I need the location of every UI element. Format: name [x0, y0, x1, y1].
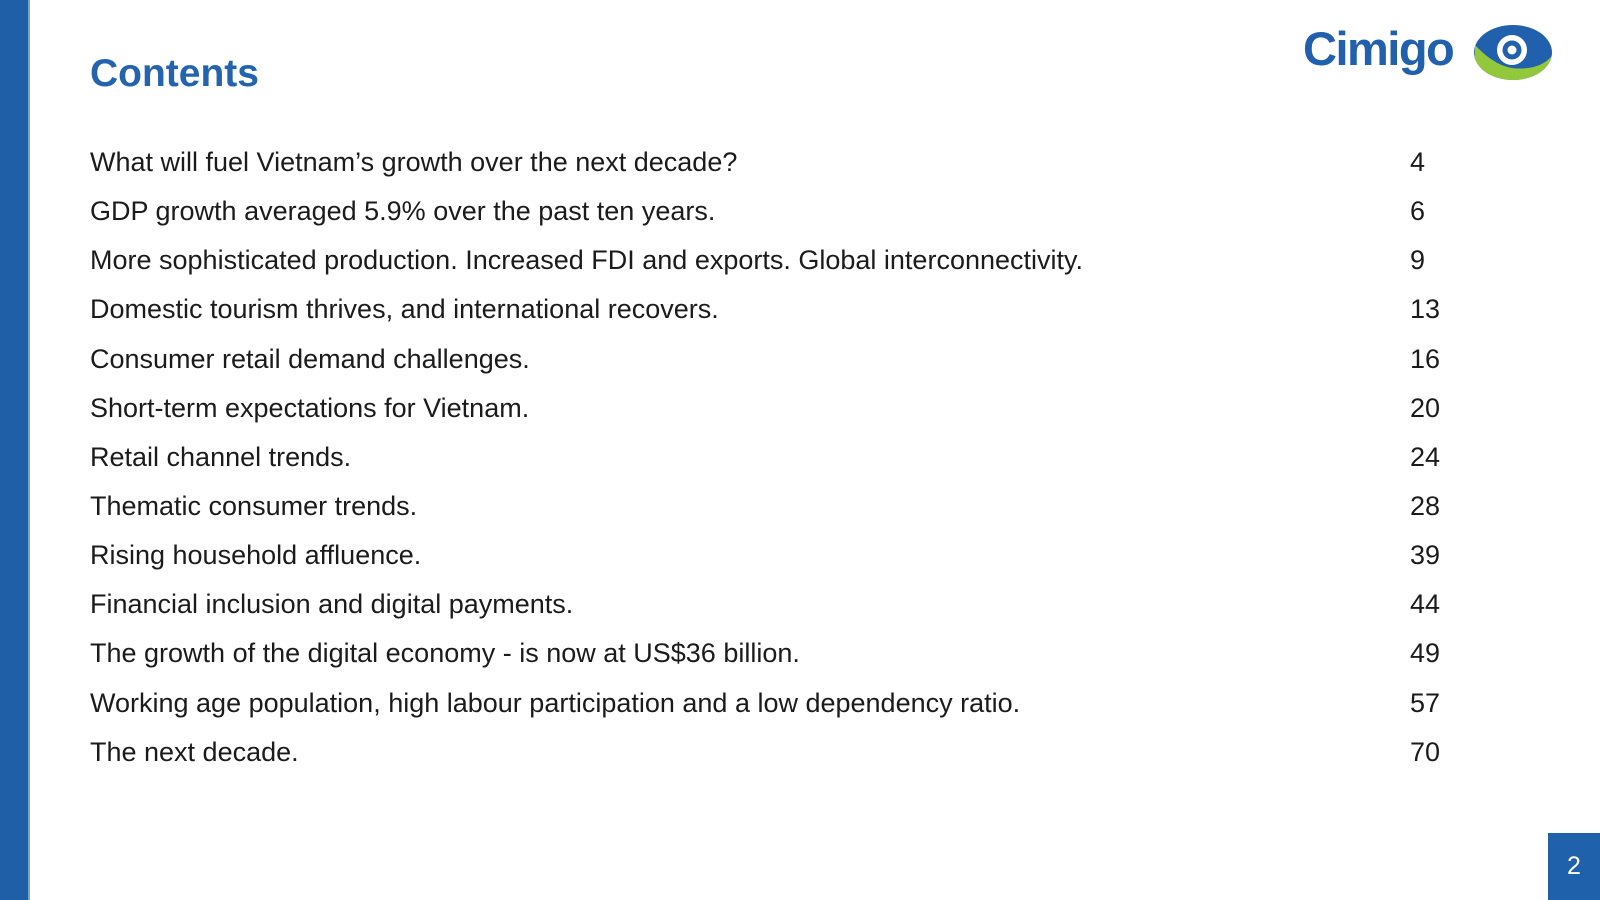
toc-item-label: Financial inclusion and digital payments.	[90, 589, 574, 620]
toc-item-page: 28	[1410, 490, 1441, 521]
toc-item-label: More sophisticated production. Increased FDI and exports. Global interconnectivity.	[90, 245, 1084, 276]
cimigo-logo	[1303, 22, 1552, 82]
toc-row	[90, 580, 1510, 629]
toc-row	[90, 138, 1510, 187]
toc-row	[90, 335, 1510, 384]
toc-item-label: The next decade.	[90, 736, 299, 767]
toc-item-page: 44	[1410, 589, 1441, 620]
toc-item-label: Domestic tourism thrives, and international recovers.	[90, 294, 719, 325]
toc-item-label: Consumer retail demand challenges.	[90, 343, 530, 374]
toc-row	[90, 187, 1510, 236]
toc-item-label: Short-term expectations for Vietnam.	[90, 392, 530, 423]
toc-item-label: GDP growth averaged 5.9% over the past ten years.	[90, 196, 716, 227]
toc-row	[90, 285, 1510, 334]
toc-item-label: Rising household affluence.	[90, 540, 422, 571]
toc-item-page: 57	[1410, 687, 1441, 718]
cimigo-eye-icon	[1474, 25, 1552, 80]
toc-row	[90, 433, 1510, 482]
toc-row	[90, 728, 1510, 777]
toc-item-page: 70	[1410, 736, 1441, 767]
page-title: Contents	[90, 52, 259, 95]
cimigo-logo-text: Cimigo	[1303, 22, 1454, 75]
toc-item-page: 49	[1410, 638, 1441, 669]
toc-row	[90, 629, 1510, 678]
toc-item-page: 6	[1410, 196, 1426, 227]
toc-item-page: 4	[1410, 147, 1426, 177]
toc-row	[90, 531, 1510, 580]
toc-row	[90, 679, 1510, 728]
toc-item-label: Working age population, high labour participation and a low dependency ratio.	[90, 687, 1021, 718]
slide-page-number-badge	[1548, 833, 1600, 900]
toc-item-page: 13	[1410, 294, 1441, 325]
toc-item-page: 20	[1410, 392, 1441, 423]
left-accent-bar	[0, 0, 30, 900]
table-of-contents	[90, 138, 1510, 777]
toc-item-page: 24	[1410, 441, 1441, 472]
toc-item-page: 16	[1410, 343, 1441, 374]
slide-page-number: 2	[1567, 852, 1581, 880]
toc-item-label: Thematic consumer trends.	[90, 490, 418, 521]
toc-item-label: Retail channel trends.	[90, 441, 352, 472]
toc-row	[90, 384, 1510, 433]
toc-row	[90, 236, 1510, 285]
toc-item-page: 9	[1410, 245, 1426, 276]
toc-item-label: What will fuel Vietnam’s growth over the next decade?	[90, 147, 738, 177]
toc-item-page: 39	[1410, 540, 1441, 571]
toc-row	[90, 482, 1510, 531]
toc-item-label: The growth of the digital economy - is now at US$36 billion.	[90, 638, 800, 669]
